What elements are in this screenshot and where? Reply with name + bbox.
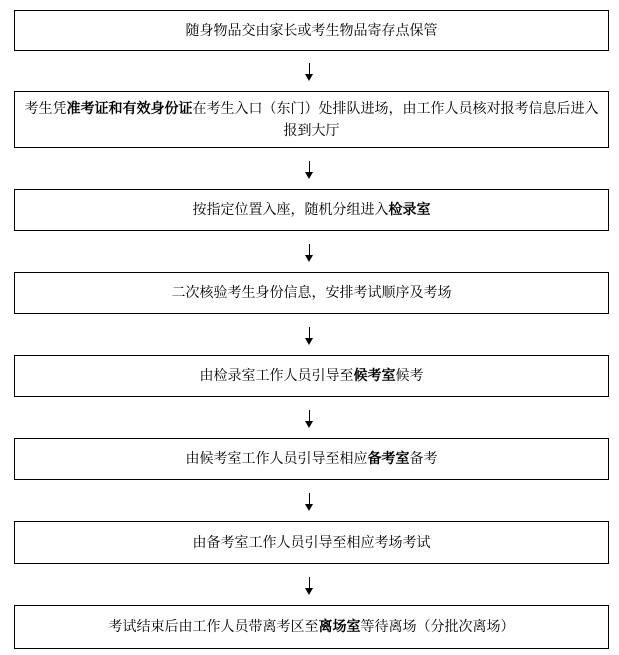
down-arrow-icon bbox=[303, 242, 317, 264]
step-2-box bbox=[14, 91, 609, 148]
down-arrow-icon bbox=[303, 408, 317, 430]
down-arrow-icon bbox=[303, 325, 317, 347]
step-7-box bbox=[14, 521, 609, 564]
step-6-text: 由候考室工作人员引导至相应备考室备考 bbox=[185, 451, 438, 467]
step-8-box bbox=[14, 605, 609, 649]
down-arrow-icon bbox=[303, 491, 317, 513]
down-arrow-icon bbox=[303, 61, 317, 83]
step-7-text: 由备考室工作人员引导至相应考场考试 bbox=[192, 534, 431, 551]
step-3-box bbox=[14, 189, 609, 231]
step-5-text: 由检录室工作人员引导至候考室候考 bbox=[199, 368, 424, 384]
step-6-box bbox=[14, 438, 609, 480]
step-2-text: 考生凭准考证和有效身份证在考生入口（东门）处排队进场，由工作人员核对报考信息后进入报到大厅 bbox=[24, 100, 599, 139]
down-arrow-icon bbox=[303, 159, 317, 181]
down-arrow-icon bbox=[303, 575, 317, 597]
step-8-text: 考试结束后由工作人员带离考区至离场室等待离场（分批次离场） bbox=[108, 619, 515, 635]
step-1-box bbox=[14, 10, 609, 51]
step-1-text: 随身物品交由家长或考生物品寄存点保管 bbox=[185, 22, 438, 39]
step-4-text: 二次核验考生身份信息，安排考试顺序及考场 bbox=[171, 285, 452, 301]
step-3-text: 按指定位置入座，随机分组进入检录室 bbox=[192, 202, 431, 218]
step-4-box bbox=[14, 272, 609, 314]
step-5-box bbox=[14, 355, 609, 397]
